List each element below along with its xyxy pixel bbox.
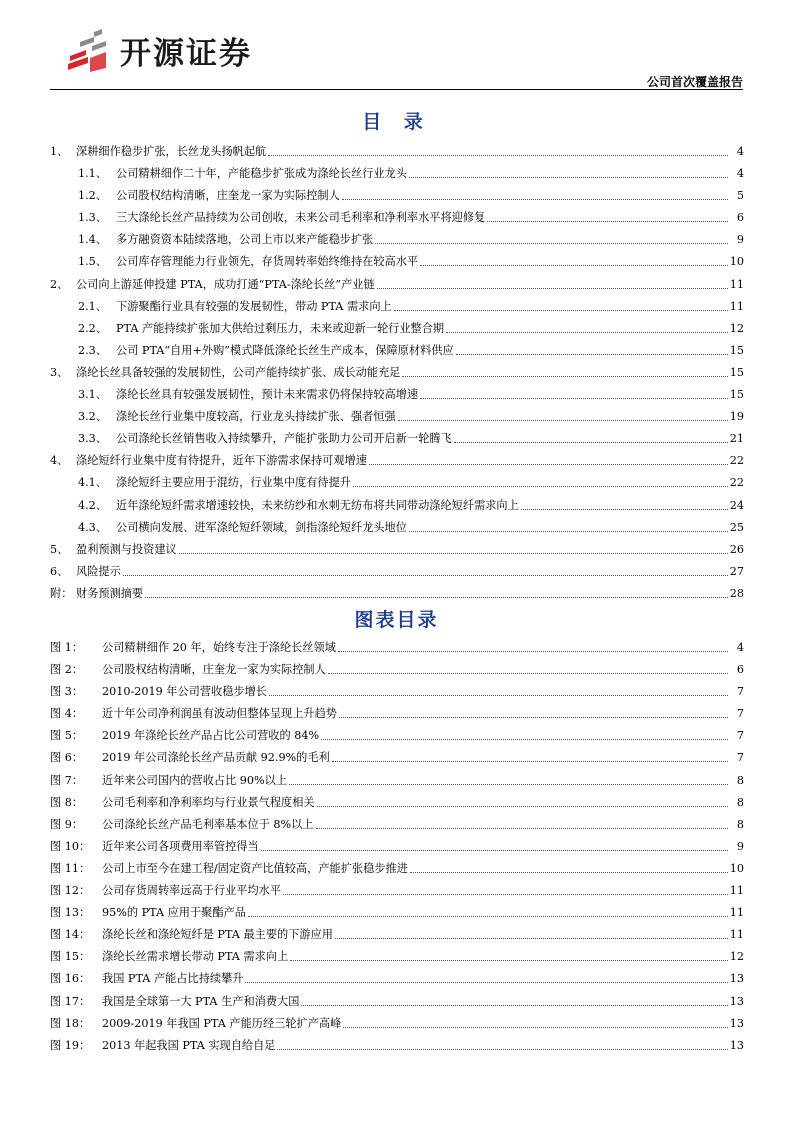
dot-leader bbox=[179, 553, 728, 554]
entry-page-number: 24 bbox=[729, 498, 744, 512]
dot-leader bbox=[410, 872, 728, 873]
dot-leader bbox=[332, 761, 728, 762]
entry-page-number: 22 bbox=[729, 476, 744, 490]
figure-entry[interactable] bbox=[50, 1013, 744, 1035]
entry-label: 近十年公司净利润虽有波动但整体呈现上升趋势 bbox=[102, 707, 337, 721]
figure-entry[interactable] bbox=[50, 858, 744, 880]
figure-entry[interactable] bbox=[50, 1035, 744, 1057]
entry-number: 图 7： bbox=[50, 773, 84, 787]
entry-number: 图 12： bbox=[50, 884, 91, 898]
entry-number: 图 8： bbox=[50, 795, 84, 809]
dot-leader bbox=[248, 916, 728, 917]
entry-number: 1、 bbox=[50, 145, 69, 158]
dot-leader bbox=[420, 398, 728, 399]
entry-page-number: 8 bbox=[736, 795, 744, 809]
entry-label: 我国是全球第一大 PTA 生产和消费大国 bbox=[102, 994, 300, 1008]
entry-number: 3.2、 bbox=[78, 410, 107, 424]
report-type-label: 公司首次覆盖报告 bbox=[646, 75, 743, 89]
dot-leader bbox=[261, 850, 728, 851]
entry-page-number: 11 bbox=[729, 906, 744, 920]
figure-entry[interactable] bbox=[50, 880, 744, 902]
header-divider bbox=[50, 89, 743, 90]
entry-number: 1.2、 bbox=[78, 189, 107, 203]
entry-label: 95%的 PTA 应用于聚酯产品 bbox=[102, 906, 246, 920]
entry-page-number: 19 bbox=[729, 410, 744, 424]
entry-page-number: 11 bbox=[729, 277, 744, 291]
dot-leader bbox=[398, 420, 728, 421]
entry-number: 图 19： bbox=[50, 1038, 91, 1052]
entry-label: 涤纶长丝具备较强的发展韧性，公司产能持续扩张、成长动能充足 bbox=[76, 365, 401, 379]
figure-entry[interactable] bbox=[50, 991, 744, 1013]
entry-label: 公司精耕细作二十年，产能稳步扩张成为涤纶长丝行业龙头 bbox=[116, 167, 407, 181]
dot-leader bbox=[377, 288, 728, 289]
figure-entry[interactable] bbox=[50, 946, 744, 968]
toc-entry[interactable] bbox=[50, 561, 744, 583]
entry-page-number: 28 bbox=[729, 586, 744, 600]
entry-page-number: 21 bbox=[729, 432, 744, 446]
entry-label: 公司精耕细作 20 年，始终专注于涤纶长丝领域 bbox=[102, 641, 336, 654]
entry-label: 2013 年起我国 PTA 实现自给自足 bbox=[102, 1038, 276, 1052]
entry-label: PTA 产能持续扩张加大供给过剩压力，未来或迎新一轮行业整合期 bbox=[116, 321, 445, 335]
entry-label: 盈利预测与投资建议 bbox=[76, 542, 177, 556]
dot-leader bbox=[338, 651, 728, 652]
dot-leader bbox=[456, 354, 728, 355]
figure-entry[interactable] bbox=[50, 968, 744, 990]
dot-leader bbox=[268, 155, 728, 156]
entry-number: 图 15： bbox=[50, 950, 91, 964]
figure-entry[interactable] bbox=[50, 902, 744, 924]
entry-number: 2、 bbox=[50, 277, 69, 291]
entry-page-number: 12 bbox=[729, 950, 744, 964]
dot-leader bbox=[521, 509, 728, 510]
page-header bbox=[0, 0, 793, 92]
entry-number: 1.3、 bbox=[78, 211, 107, 225]
entry-page-number: 6 bbox=[736, 663, 744, 677]
toc-entry[interactable] bbox=[50, 450, 744, 472]
dot-leader bbox=[317, 806, 728, 807]
entry-label: 涤纶短纤行业集中度有待提升，近年下游需求保持可观增速 bbox=[76, 454, 367, 468]
entry-page-number: 26 bbox=[729, 542, 744, 556]
entry-number: 图 17： bbox=[50, 994, 91, 1008]
entry-label: 2019 年涤纶长丝产品占比公司营收的 84% bbox=[102, 729, 320, 743]
entry-label: 我国 PTA 产能占比持续攀升 bbox=[102, 972, 244, 986]
dot-leader bbox=[145, 597, 728, 598]
entry-label: 公司股权结构清晰，庄奎龙一家为实际控制人 bbox=[102, 663, 326, 677]
entry-number: 图 16： bbox=[50, 972, 91, 986]
logo-mark-icon bbox=[66, 28, 114, 72]
entry-number: 图 2： bbox=[50, 663, 84, 677]
dot-leader bbox=[369, 464, 728, 465]
figures-title: 图表目录 bbox=[354, 609, 439, 631]
figure-entry[interactable] bbox=[50, 681, 744, 703]
entry-page-number: 25 bbox=[729, 520, 744, 534]
entry-label: 涤纶长丝和涤纶短纤是 PTA 最主要的下游应用 bbox=[102, 928, 333, 942]
figure-entry[interactable] bbox=[50, 792, 744, 814]
entry-page-number: 7 bbox=[736, 729, 744, 743]
dot-leader bbox=[269, 695, 728, 696]
dot-leader bbox=[446, 332, 728, 333]
dot-leader bbox=[454, 442, 728, 443]
entry-label: 近年来公司国内的营收占比 90%以上 bbox=[102, 773, 288, 787]
toc-entry[interactable] bbox=[50, 296, 744, 318]
entry-number: 图 14： bbox=[50, 928, 91, 942]
entry-page-number: 13 bbox=[729, 1016, 744, 1030]
entry-number: 3.3、 bbox=[78, 432, 107, 446]
entry-number: 图 4： bbox=[50, 707, 84, 721]
entry-label: 近年来公司各项费用率管控得当 bbox=[102, 839, 259, 853]
dot-leader bbox=[335, 938, 728, 939]
figure-entry[interactable] bbox=[50, 703, 744, 725]
entry-label: 财务预测摘要 bbox=[76, 586, 144, 600]
entry-page-number: 13 bbox=[729, 994, 744, 1008]
entry-page-number: 9 bbox=[736, 839, 744, 853]
dot-leader bbox=[339, 717, 728, 718]
dot-leader bbox=[353, 486, 728, 487]
toc-entry[interactable] bbox=[50, 539, 744, 561]
entry-page-number: 8 bbox=[736, 773, 744, 787]
entry-page-number: 8 bbox=[736, 817, 744, 831]
dot-leader bbox=[289, 784, 728, 785]
entry-number: 5、 bbox=[50, 542, 69, 556]
dot-leader bbox=[342, 199, 728, 200]
entry-number: 图 3： bbox=[50, 685, 84, 699]
entry-label: 公司股权结构清晰，庄奎龙一家为实际控制人 bbox=[116, 189, 340, 203]
entry-number: 图 13： bbox=[50, 906, 91, 920]
toc-entry[interactable] bbox=[50, 472, 744, 494]
entry-label: 涤纶长丝行业集中度较高，行业龙头持续扩张、强者恒强 bbox=[116, 410, 396, 424]
entry-label: 公司毛利率和净利率均与行业景气程度相关 bbox=[102, 795, 315, 809]
entry-label: 涤纶短纤主要应用于混纺，行业集中度有待提升 bbox=[116, 476, 351, 490]
entry-page-number: 9 bbox=[736, 233, 744, 247]
dot-leader bbox=[409, 177, 728, 178]
entry-page-number: 11 bbox=[729, 928, 744, 942]
entry-label: 公司库存管理能力行业领先，存货周转率始终维持在较高水平 bbox=[116, 255, 419, 269]
dot-leader bbox=[375, 243, 728, 244]
dot-leader bbox=[301, 1005, 728, 1006]
toc-entry[interactable] bbox=[50, 251, 744, 273]
toc-list bbox=[50, 141, 744, 605]
toc-entry[interactable] bbox=[50, 495, 744, 517]
dot-leader bbox=[123, 575, 728, 576]
entry-number: 4.1、 bbox=[78, 476, 107, 490]
entry-number: 附： bbox=[50, 586, 73, 600]
entry-page-number: 10 bbox=[729, 861, 744, 875]
entry-label: 公司横向发展、进军涤纶短纤领域，剑指涤纶短纤龙头地位 bbox=[116, 520, 407, 534]
toc-entry[interactable] bbox=[50, 185, 744, 207]
toc-entry[interactable] bbox=[50, 517, 744, 539]
figure-entry[interactable] bbox=[50, 924, 744, 946]
entry-number: 1.5、 bbox=[78, 255, 107, 269]
dot-leader bbox=[328, 673, 728, 674]
logo-text: 开源证券 bbox=[120, 35, 252, 72]
toc-entry[interactable] bbox=[50, 318, 744, 340]
entry-page-number: 12 bbox=[729, 321, 744, 335]
entry-label: 2019 年公司涤纶长丝产品贡献 92.9%的毛利 bbox=[102, 751, 330, 765]
entry-page-number: 7 bbox=[736, 685, 744, 699]
toc-entry[interactable] bbox=[50, 406, 744, 428]
toc-entry[interactable] bbox=[50, 340, 744, 362]
toc-entry[interactable] bbox=[50, 163, 744, 185]
toc-entry[interactable] bbox=[50, 274, 744, 296]
entry-number: 2.2、 bbox=[78, 321, 107, 335]
toc-entry[interactable] bbox=[50, 141, 744, 163]
entry-page-number: 13 bbox=[729, 1038, 744, 1052]
entry-number: 6、 bbox=[50, 564, 69, 578]
entry-label: 2009-2019 年我国 PTA 产能历经三轮扩产高峰 bbox=[102, 1016, 342, 1030]
entry-number: 3、 bbox=[50, 365, 69, 379]
figure-entry[interactable] bbox=[50, 637, 744, 659]
entry-page-number: 15 bbox=[729, 388, 744, 402]
entry-page-number: 6 bbox=[736, 211, 744, 225]
dot-leader bbox=[316, 828, 728, 829]
dot-leader bbox=[290, 960, 728, 961]
toc-entry[interactable] bbox=[50, 428, 744, 450]
company-logo bbox=[66, 28, 252, 72]
entry-label: 近年涤纶短纤需求增速较快，未来纺纱和水刺无纺布将共同带动涤纶短纤需求向上 bbox=[116, 498, 519, 512]
entry-label: 公司涤纶长丝销售收入持续攀升，产能扩张助力公司开启新一轮腾飞 bbox=[116, 432, 452, 446]
entry-page-number: 7 bbox=[736, 707, 744, 721]
entry-number: 4、 bbox=[50, 454, 69, 468]
entry-number: 图 10： bbox=[50, 839, 91, 853]
entry-label: 三大涤纶长丝产品持续为公司创收，未来公司毛利率和净利率水平将迎修复 bbox=[116, 211, 486, 225]
entry-number: 4.2、 bbox=[78, 498, 107, 512]
entry-page-number: 11 bbox=[729, 884, 744, 898]
dot-leader bbox=[402, 376, 728, 377]
entry-label: 公司存货周转率远高于行业平均水平 bbox=[102, 884, 282, 898]
entry-number: 3.1、 bbox=[78, 388, 107, 402]
entry-number: 图 5： bbox=[50, 729, 84, 743]
entry-number: 2.1、 bbox=[78, 299, 107, 313]
figure-entry[interactable] bbox=[50, 725, 744, 747]
dot-leader bbox=[283, 894, 728, 895]
entry-page-number: 27 bbox=[729, 564, 744, 578]
entry-page-number: 10 bbox=[729, 255, 744, 269]
entry-number: 图 11： bbox=[50, 861, 91, 875]
figure-entry[interactable] bbox=[50, 770, 744, 792]
entry-number: 图 6： bbox=[50, 751, 84, 765]
toc-entry[interactable] bbox=[50, 362, 744, 384]
entry-number: 图 1： bbox=[50, 641, 84, 654]
entry-label: 风险提示 bbox=[76, 564, 121, 578]
entry-label: 公司上市至今在建工程/固定资产比值较高，产能扩张稳步推进 bbox=[102, 861, 408, 875]
figure-entry[interactable] bbox=[50, 836, 744, 858]
dot-leader bbox=[343, 1027, 728, 1028]
dot-leader bbox=[420, 265, 728, 266]
toc-entry[interactable] bbox=[50, 229, 744, 251]
entry-label: 2010-2019 年公司营收稳步增长 bbox=[102, 685, 267, 699]
dot-leader bbox=[394, 310, 728, 311]
entry-page-number: 22 bbox=[729, 454, 744, 468]
entry-label: 公司 PTA“自用+外购”模式降低涤纶长丝生产成本，保障原材料供应 bbox=[116, 343, 454, 357]
entry-number: 4.3、 bbox=[78, 520, 107, 534]
entry-page-number: 4 bbox=[736, 145, 744, 158]
entry-page-number: 15 bbox=[729, 343, 744, 357]
toc-title: 目 录 bbox=[362, 111, 431, 133]
entry-number: 2.3、 bbox=[78, 343, 107, 357]
toc-entry[interactable] bbox=[50, 384, 744, 406]
entry-number: 图 9： bbox=[50, 817, 84, 831]
entry-label: 公司涤纶长丝产品毛利率基本位于 8%以上 bbox=[102, 817, 314, 831]
entry-page-number: 4 bbox=[736, 641, 744, 654]
entry-label: 下游聚酯行业具有较强的发展韧性，带动 PTA 需求向上 bbox=[116, 299, 392, 313]
figure-entry[interactable] bbox=[50, 747, 744, 769]
dot-leader bbox=[277, 1049, 728, 1050]
dot-leader bbox=[487, 221, 728, 222]
toc-entry[interactable] bbox=[50, 583, 744, 605]
figure-entry[interactable] bbox=[50, 814, 744, 836]
figures-list bbox=[50, 637, 744, 1057]
entry-page-number: 7 bbox=[736, 751, 744, 765]
entry-number: 1.4、 bbox=[78, 233, 107, 247]
entry-label: 涤纶长丝需求增长带动 PTA 需求向上 bbox=[102, 950, 289, 964]
dot-leader bbox=[321, 739, 728, 740]
entry-label: 多方融资资本陆续落地，公司上市以来产能稳步扩张 bbox=[116, 233, 374, 247]
entry-label: 公司向上游延伸投建 PTA，成功打通“PTA-涤纶长丝”产业链 bbox=[76, 277, 375, 291]
entry-number: 1.1、 bbox=[78, 167, 107, 181]
figure-entry[interactable] bbox=[50, 659, 744, 681]
entry-label: 深耕细作稳步扩张，长丝龙头扬帆起航 bbox=[76, 145, 267, 158]
entry-page-number: 4 bbox=[736, 167, 744, 181]
dot-leader bbox=[409, 531, 728, 532]
entry-page-number: 15 bbox=[729, 365, 744, 379]
entry-page-number: 13 bbox=[729, 972, 744, 986]
entry-page-number: 5 bbox=[736, 189, 744, 203]
entry-number: 图 18： bbox=[50, 1016, 91, 1030]
dot-leader bbox=[245, 982, 728, 983]
entry-page-number: 11 bbox=[729, 299, 744, 313]
toc-entry[interactable] bbox=[50, 207, 744, 229]
entry-label: 涤纶长丝具有较强发展韧性，预计未来需求仍将保持较高增速 bbox=[116, 388, 419, 402]
